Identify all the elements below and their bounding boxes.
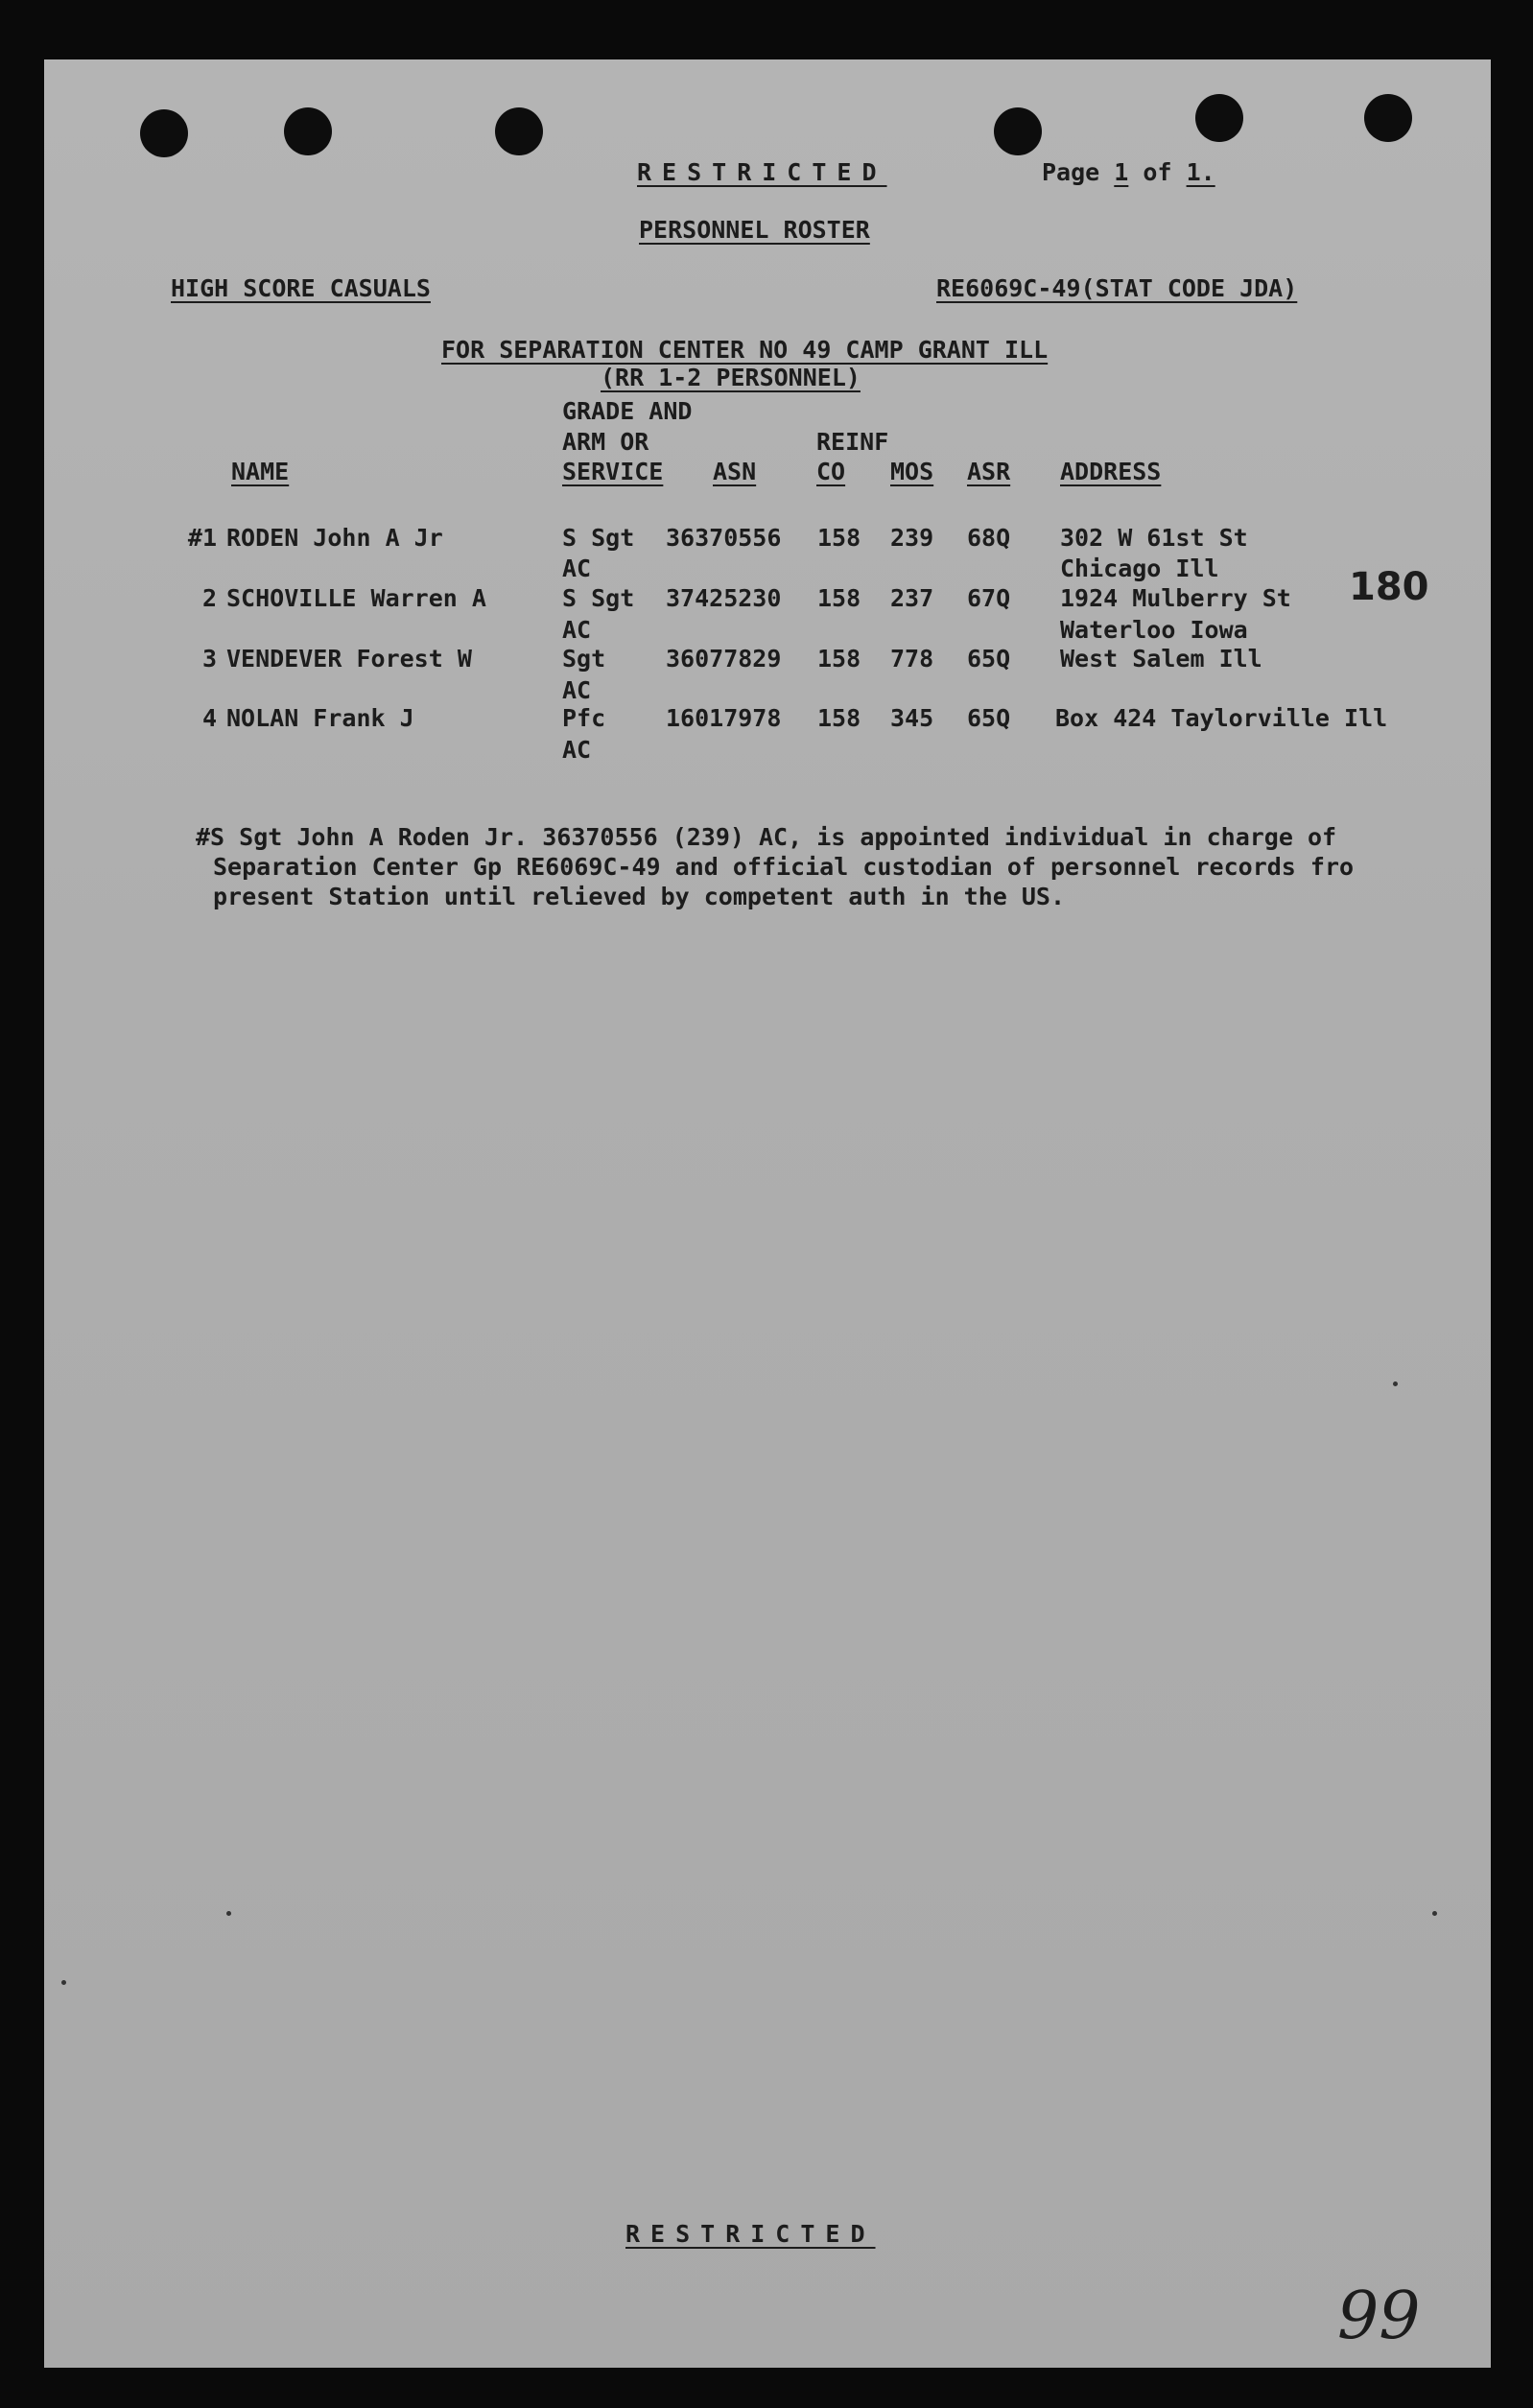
note-line-2: Separation Center Gp RE6069C-49 and official custodian of personnel records fro bbox=[213, 853, 1355, 881]
row-co: 158 bbox=[817, 524, 861, 552]
row-address-1: Box 424 Taylorville Ill bbox=[1055, 704, 1388, 732]
col-grade-header-1: GRADE AND bbox=[562, 397, 693, 425]
row-arm: AC bbox=[562, 676, 592, 704]
row-mos: 778 bbox=[890, 645, 934, 673]
destination-sub: (RR 1-2 PERSONNEL) bbox=[601, 364, 861, 391]
row-address-2: Chicago Ill bbox=[1060, 555, 1219, 582]
note-line-1: #S Sgt John A Roden Jr. 36370556 (239) AC, is appointed individual in charge of bbox=[196, 823, 1337, 851]
classification-bottom: RESTRICTED bbox=[625, 2220, 876, 2248]
paper-speck bbox=[1432, 1911, 1437, 1916]
row-name: RODEN John A Jr bbox=[226, 524, 443, 552]
col-address-header: ADDRESS bbox=[1060, 458, 1162, 485]
page-indicator: Page 1 of 1. bbox=[1042, 158, 1215, 186]
punch-hole bbox=[1364, 94, 1412, 142]
shipment-code: RE6069C-49(STAT CODE JDA) bbox=[936, 274, 1298, 302]
col-grade-header-3: SERVICE bbox=[562, 458, 664, 485]
col-co-header: CO bbox=[816, 458, 846, 485]
col-mos-header: MOS bbox=[890, 458, 934, 485]
col-grade-header-2: ARM OR bbox=[562, 428, 649, 456]
col-asr-header: ASR bbox=[967, 458, 1011, 485]
row-co: 158 bbox=[817, 704, 861, 732]
row-name: NOLAN Frank J bbox=[226, 704, 414, 732]
row-asr: 67Q bbox=[967, 584, 1011, 612]
stamped-number: 180 bbox=[1349, 565, 1429, 609]
row-address-1: 302 W 61st St bbox=[1060, 524, 1248, 552]
classification-top: RESTRICTED bbox=[637, 158, 887, 186]
row-asn: 37425230 bbox=[666, 584, 782, 612]
row-asn: 36077829 bbox=[666, 645, 782, 673]
row-address-2: Waterloo Iowa bbox=[1060, 616, 1248, 644]
note-line-3: present Station until relieved by competent auth in the US. bbox=[213, 883, 1066, 910]
row-arm: AC bbox=[562, 736, 592, 764]
row-number: 4 bbox=[201, 704, 217, 732]
roster-title: PERSONNEL ROSTER bbox=[639, 216, 870, 244]
row-address-1: West Salem Ill bbox=[1060, 645, 1262, 673]
row-asr: 65Q bbox=[967, 704, 1011, 732]
unit-name: HIGH SCORE CASUALS bbox=[171, 274, 431, 302]
row-grade: Sgt bbox=[562, 645, 606, 673]
row-arm: AC bbox=[562, 616, 592, 644]
row-co: 158 bbox=[817, 584, 861, 612]
row-name: SCHOVILLE Warren A bbox=[226, 584, 486, 612]
row-mos: 345 bbox=[890, 704, 934, 732]
paper-speck bbox=[226, 1911, 231, 1916]
row-mos: 239 bbox=[890, 524, 934, 552]
handwritten-page-number: 99 bbox=[1337, 2278, 1421, 2354]
document-page bbox=[44, 59, 1491, 2368]
punch-hole bbox=[495, 107, 543, 155]
row-number: 3 bbox=[201, 645, 217, 673]
paper-speck bbox=[1393, 1381, 1398, 1386]
row-grade: S Sgt bbox=[562, 524, 635, 552]
row-address-1: 1924 Mulberry St bbox=[1060, 584, 1291, 612]
punch-hole bbox=[1195, 94, 1243, 142]
row-asn: 36370556 bbox=[666, 524, 782, 552]
col-name-header: NAME bbox=[231, 458, 290, 485]
row-number: #1 bbox=[187, 524, 217, 552]
row-number: 2 bbox=[201, 584, 217, 612]
row-asr: 65Q bbox=[967, 645, 1011, 673]
destination: FOR SEPARATION CENTER NO 49 CAMP GRANT ILL bbox=[441, 336, 1049, 364]
punch-hole bbox=[994, 107, 1042, 155]
row-asr: 68Q bbox=[967, 524, 1011, 552]
row-mos: 237 bbox=[890, 584, 934, 612]
col-reinf-header: REINF bbox=[816, 428, 889, 456]
row-grade: S Sgt bbox=[562, 584, 635, 612]
col-asn-header: ASN bbox=[713, 458, 757, 485]
punch-hole bbox=[284, 107, 332, 155]
row-arm: AC bbox=[562, 555, 592, 582]
row-asn: 16017978 bbox=[666, 704, 782, 732]
row-grade: Pfc bbox=[562, 704, 606, 732]
row-co: 158 bbox=[817, 645, 861, 673]
punch-hole bbox=[140, 109, 188, 157]
paper-speck bbox=[61, 1980, 66, 1985]
row-name: VENDEVER Forest W bbox=[226, 645, 472, 673]
